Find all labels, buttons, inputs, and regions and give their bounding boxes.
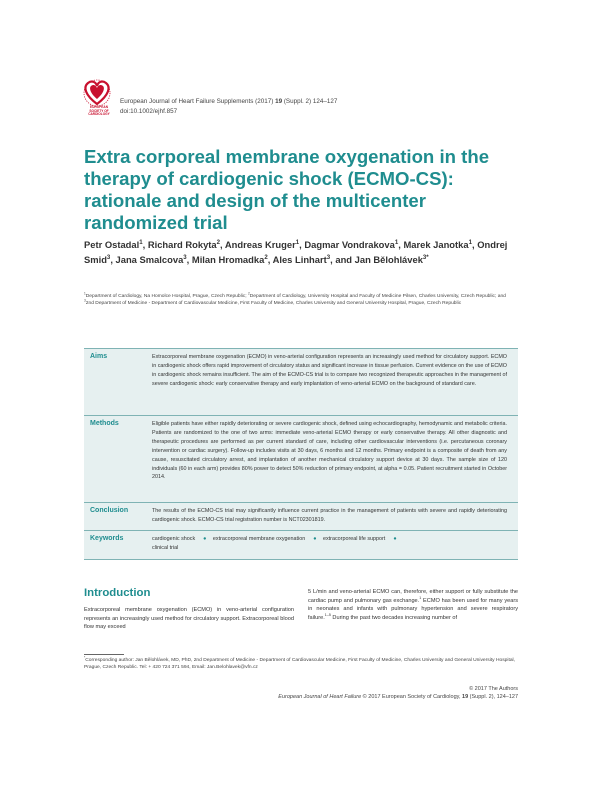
keyword: extracorporeal membrane oxygenation: [212, 536, 306, 542]
abstract-conclusion: [84, 503, 518, 531]
logo-line: SOCIETY OF: [89, 108, 109, 113]
affil-text: Department of Cardiology, Na Homolce Hospital, Prague, Czech Republic;: [85, 294, 247, 299]
affil-mark: 3: [106, 253, 111, 261]
copyright-line: © 2017 The Authors: [469, 686, 518, 692]
logo-line: EUROPEAN: [89, 105, 109, 109]
author: [355, 254, 429, 265]
author: [192, 254, 273, 265]
logo-line: CARDIOLOGY: [88, 112, 110, 117]
abstract-keywords: [84, 531, 518, 560]
abstract-aims: [84, 349, 518, 416]
affil-mark: 1: [139, 238, 143, 246]
intro-column-left: Extracorporeal membrane oxygenation (ECMO) in veno-arterial configuration represents an increasingly used method for circulatory support. Extracorporeal blood flow may exceed: [84, 607, 294, 631]
author-sep: ,: [142, 239, 148, 250]
footnote-rule: [84, 654, 124, 655]
affil-text: 2nd Department of Medicine - Department of Cardiovascular Medicine, First Faculty of Medicine, Charles University and General University Hospital, Prague, Czech Republic: [85, 301, 462, 307]
author-name: Ales Linhart: [272, 253, 327, 265]
author-sep: ,: [110, 253, 116, 265]
abstract-label: Aims: [90, 353, 108, 360]
author-name: Marek Janotka: [403, 239, 469, 250]
author-sep: ,: [398, 239, 404, 250]
author-list: [84, 238, 514, 267]
author-sep: ,: [220, 239, 225, 250]
author-name: Milan Hromadka: [191, 253, 265, 265]
author-name: Petr Ostadal: [84, 239, 140, 250]
affil-mark: 3*: [422, 253, 429, 261]
copyright-text: © 2017 European Society of Cardiology,: [361, 693, 463, 700]
paper-title: Extra corporeal membrane oxygenation in the therapy of cardiogenic shock (ECMO-CS): rationale and design of the multicenter randomized trial: [84, 146, 490, 233]
author-sep: , and: [330, 253, 355, 265]
keyword-list: [152, 535, 507, 553]
author: [148, 239, 225, 250]
abstract-label: Methods: [90, 420, 119, 427]
affil-mark: 1: [468, 238, 472, 246]
intro-text: ECMO has been used for many years in neonates and infants with pulmonary hypertension and severe respiratory failure.: [308, 597, 519, 621]
author: [273, 254, 355, 265]
abstract-label: Conclusion: [90, 507, 129, 514]
introduction-heading: Introduction: [84, 587, 151, 599]
affil-mark: 3: [183, 253, 187, 261]
keyword: cardiogenic shock: [152, 536, 196, 542]
copyright-line: [278, 694, 518, 702]
journal-name: European Journal of Heart Failure Supplements (2017): [120, 98, 274, 105]
intro-text: 5 L/min and veno-arterial ECMO can, therefore, either support or fully substitute the cardiac pump and pulmonary gas exchange.: [308, 589, 518, 604]
author: [304, 239, 403, 250]
journal-pages: 124–127: [312, 98, 338, 105]
author: [225, 239, 304, 250]
author-sep: ,: [471, 239, 478, 250]
structured-abstract: [84, 348, 518, 559]
issue-pages: (Suppl. 2), 124–127: [468, 693, 518, 700]
logo-text: [78, 106, 120, 117]
author-sep: ,: [299, 239, 305, 250]
author: [116, 254, 192, 265]
affil-mark: 1: [295, 238, 300, 246]
bullet-icon: ●: [313, 536, 317, 542]
abstract-label: Keywords: [90, 535, 124, 542]
author-name: Andreas Kruger: [224, 239, 296, 250]
copyright-block: [278, 686, 518, 701]
footnote-text: Corresponding author: Jan Bělohlávek, MD, PhD, 2nd Department of Medicine - Department of Cardiovascular Medicine, First Faculty of Medicine, Charles University and General University Hospital, Prague, Czech Republic. Tel: + 420 724 371 594, Email: Jan.Belohlavek@vfn.cz: [84, 658, 515, 671]
journal-citation: [120, 97, 337, 116]
abstract-text: Extracorporeal membrane oxygenation (ECMO) in veno-arterial configuration represents an increasingly used method for circulatory support. ECMO in cardiogenic shock offers rapid improvement of circulatory status and significant increase in tissue perfusion. Current evidence on the use of ECMO in cardiogenic shock remains insufficient. The aim of the ECMO-CS trial is to compare two recognized therapeutic approaches in the management of severe cardiogenic shock: early conservative therapy and early implantation of veno-arterial ECMO on the background of standard care.: [152, 354, 507, 387]
author: [84, 239, 148, 250]
doi-link[interactable]: doi:10.1002/ejhf.857: [120, 107, 178, 115]
keyword: extracorporeal life support: [322, 536, 386, 542]
corresponding-author-footnote: [84, 657, 518, 672]
author-sep: ,: [186, 253, 192, 265]
reference-link[interactable]: 1–5: [324, 612, 331, 617]
abstract-methods: [84, 416, 518, 503]
author-name: Dagmar Vondrakova: [304, 239, 395, 250]
bullet-icon: ●: [203, 536, 207, 542]
affil-mark: 2: [264, 253, 268, 261]
affil-number: 3: [84, 298, 86, 303]
abstract-text: The results of the ECMO-CS trial may significantly influence current practice in the management of patients with severe and rapidly deteriorating cardiogenic shock. ECMO-CS trial registration number is NCT02301819.: [152, 508, 507, 523]
author-name: Jan Bělohlávek: [354, 253, 423, 265]
intro-text: During the past two decades increasing number of: [330, 614, 458, 621]
author-name: Ondrej Smid: [84, 239, 508, 265]
reference-link[interactable]: 1: [419, 595, 422, 600]
affil-number: 2: [247, 291, 250, 296]
keyword: clinical trial: [152, 544, 179, 551]
affil-mark: 1: [394, 238, 399, 246]
author: [403, 239, 477, 250]
journal-issue: (Suppl. 2): [283, 98, 312, 105]
intro-column-right: [308, 588, 518, 622]
affil-text: Department of Cardiology, University Hospital and Faculty of Medicine Pilsen, Charles University, Czech Republic; and: [249, 294, 506, 299]
author-name: Richard Rokyta: [147, 239, 217, 250]
author-sep: ,: [267, 253, 273, 265]
journal-volume: 19: [462, 693, 469, 700]
abstract-text: Eligible patients have either rapidly deteriorating or severe cardiogenic shock, defined using echocardiography, hemodynamic and metabolic criteria. Patients are randomized to the one of two arms: immediate veno-arterial ECMO therapy or early conservative therapy. All other diagnostic and therapeutic procedures are performed as per current standard of care, including other cardiovascular interventions (i.e. percutaneous coronary intervention or cardiac surgery). Follow-up includes visits at 30 days, 6 months and 12 months. Primary endpoint is a composite of death from any cause, resuscitated circulatory arrest, and implantation of another mechanical circulatory support device at 30 days. The sample size of 120 individuals (60 in each arm) provides 80% power to detect 50% reduction of primary endpoint, at alpha = 0.05. Patient recruitment started in October 2014.: [152, 421, 507, 481]
affil-mark: 2: [216, 238, 221, 246]
affil-mark: 3: [326, 253, 331, 261]
journal-volume: 19: [275, 98, 283, 105]
affiliations: [84, 293, 514, 308]
footnote-mark: *: [84, 655, 86, 660]
author-name: Jana Smalcova: [115, 253, 184, 265]
bullet-icon: ●: [393, 536, 397, 542]
journal-title: European Journal of Heart Failure: [278, 693, 362, 700]
affil-number: 1: [84, 291, 86, 296]
